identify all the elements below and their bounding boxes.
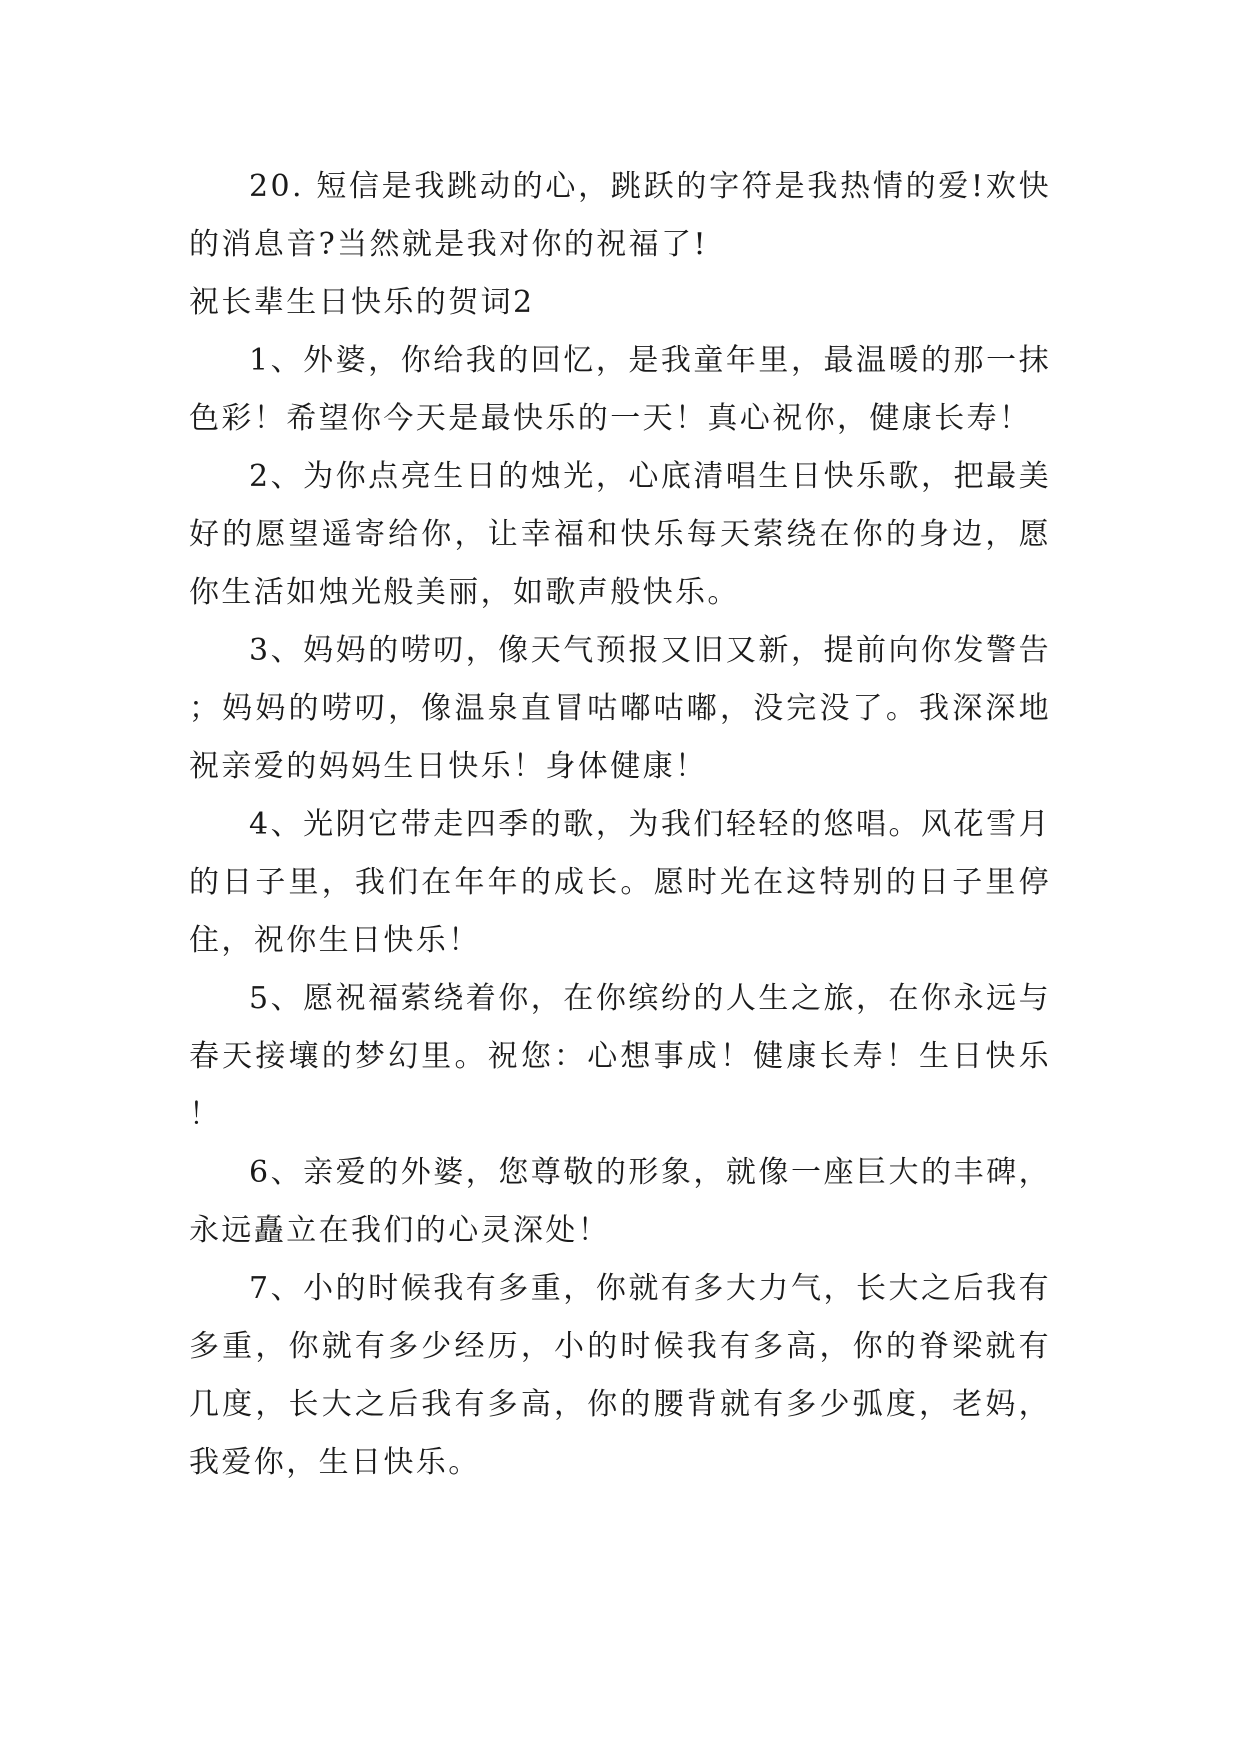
wish-item-4: 4、光阴它带走四季的歌，为我们轻轻的悠唱。风花雪月的日子里，我们在年年的成长。愿时光在这特别的日子里停住，祝你生日快乐！ <box>189 807 1051 958</box>
wish-item-2: 2、为你点亮生日的烛光，心底清唱生日快乐歌，把最美好的愿望遥寄给你，让幸福和快乐每天萦绕在你的身边，愿你生活如烛光般美丽，如歌声般快乐。 <box>189 459 1051 610</box>
section-heading: 祝长辈生日快乐的贺词2 <box>189 285 535 320</box>
wish-item-1: 1、外婆，你给我的回忆，是我童年里，最温暖的那一抹色彩！希望你今天是最快乐的一天！真心祝你，健康长寿！ <box>189 343 1051 436</box>
document-body <box>189 158 1051 1492</box>
wish-item-7: 7、小的时候我有多重，你就有多大力气，长大之后我有多重，你就有多少经历，小的时候我有多高，你的脊梁就有几度，长大之后我有多高，你的腰背就有多少弧度，老妈，我爱你，生日快乐。 <box>189 1271 1051 1480</box>
wish-item-3: 3、妈妈的唠叨，像天气预报又旧又新，提前向你发警告；妈妈的唠叨，像温泉直冒咕嘟咕嘟，没完没了。我深深地祝亲爱的妈妈生日快乐！身体健康！ <box>189 633 1051 784</box>
wish-item-6: 6、亲爱的外婆，您尊敬的形象，就像一座巨大的丰碑，永远矗立在我们的心灵深处！ <box>189 1155 1051 1248</box>
wish-item-5: 5、愿祝福萦绕着你，在你缤纷的人生之旅，在你永远与春天接壤的梦幻里。祝您：心想事成！健康长寿！生日快乐！ <box>189 981 1051 1132</box>
paragraph-20: 20. 短信是我跳动的心，跳跃的字符是我热情的爱!欢快的消息音?当然就是我对你的祝福了! <box>189 169 1051 262</box>
